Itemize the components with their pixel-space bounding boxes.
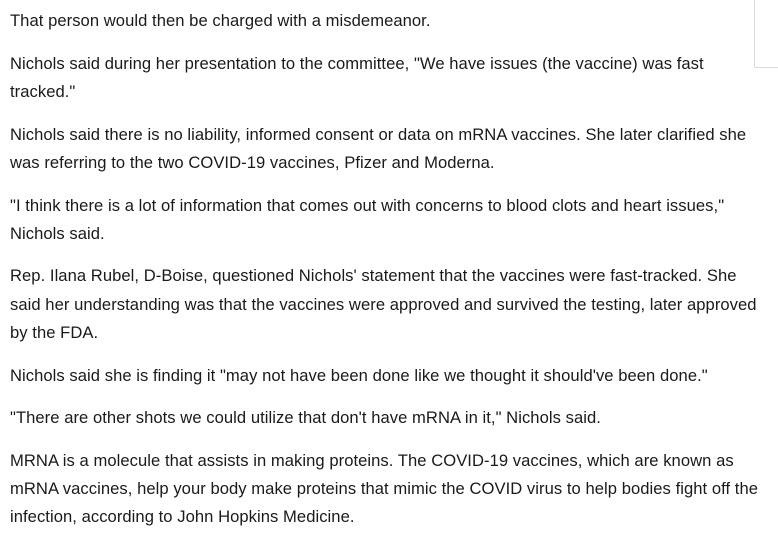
sidebar-widget-edge (754, 0, 778, 68)
article-paragraph: Nichols said she is finding it "may not have been done like we thought it should've been done." (10, 365, 708, 385)
article-paragraph: Nichols said during her presentation to the committee, "We have issues (the vaccine) was fast tracked." (10, 53, 704, 101)
article-paragraph: That person would then be charged with a misdemeanor. (10, 11, 431, 30)
article-body (10, 7, 770, 546)
article-paragraph: Rep. Ilana Rubel, D-Boise, questioned Nichols' statement that the vaccines were fast-tracked. She said her understanding was that the vaccines were approved and survived the testing, later approved by the FDA. (10, 266, 757, 342)
article-paragraph: Nichols said there is no liability, informed consent or data on mRNA vaccines. She later clarified she was referring to the two COVID-19 vaccines, Pfizer and Moderna. (10, 124, 747, 172)
article-paragraph: "I think there is a lot of information that comes out with concerns to blood clots and heart issues," Nichols said. (10, 195, 725, 243)
article-paragraph: "There are other shots we could utilize that don't have mRNA in it," Nichols said. (10, 408, 601, 428)
article-paragraph: MRNA is a molecule that assists in making proteins. The COVID-19 vaccines, which are known as mRNA vaccines, help your body make proteins that mimic the COVID virus to help bodies fight off the infection, according to John Hopkins Medicine. (10, 450, 759, 527)
